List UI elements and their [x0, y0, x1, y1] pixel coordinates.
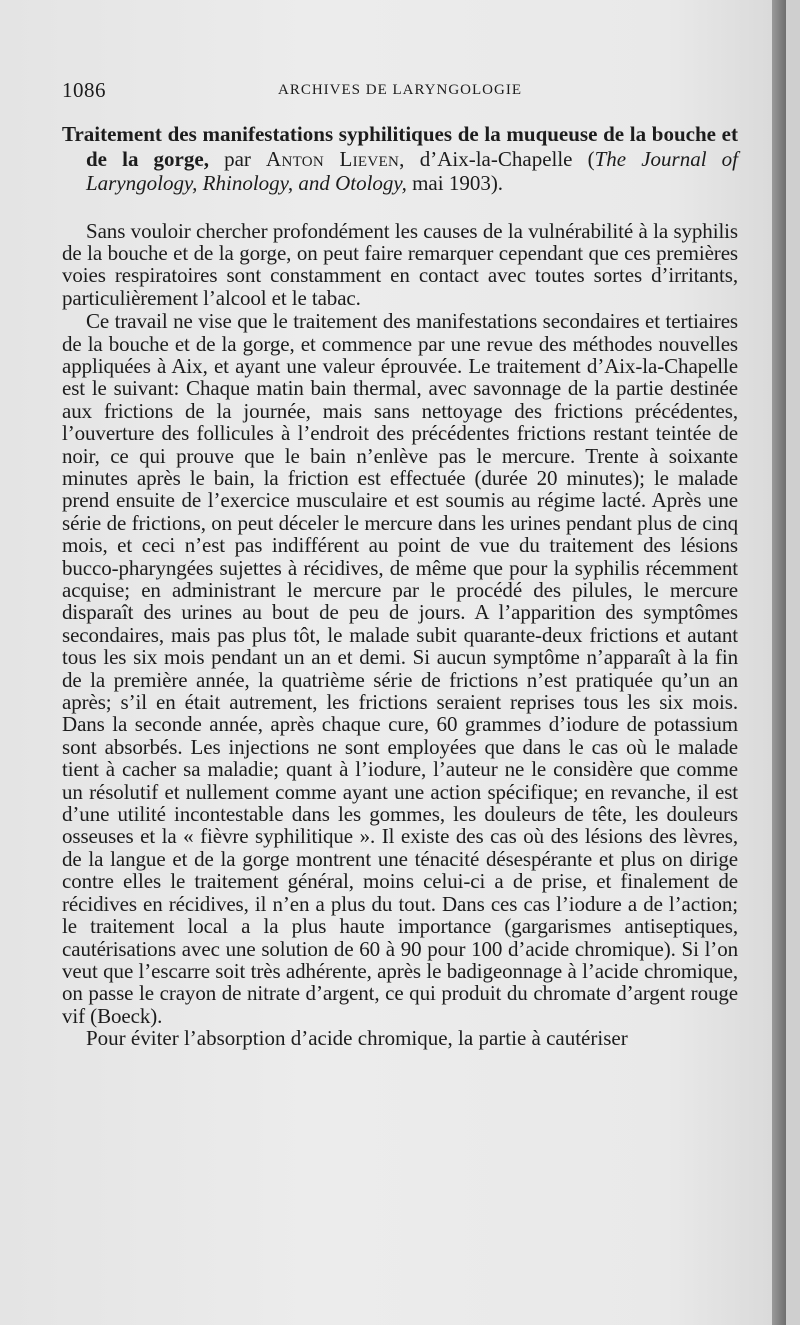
- page-edge-shadow: [772, 0, 786, 1325]
- body-paragraph-2: Ce travail ne vise que le traitement des manifestations secondaires et tertiaires de la bouche et de la gorge, et commence par une revue des méthodes nouvelles appliquées à Aix, et ayant une valeur éprouvée. Le traitement d’Aix-la-Chapelle est le suivant: Chaque matin bain thermal, avec savonnage de la partie destinée aux frictions de la journée, mais sans nettoyage des frictions précédentes, l’ouverture des follicules à l’endroit des précédentes frictions restant teintée de noir, ce qui prouve que le bain n’enlève pas le mercure. Trente à soixante minutes après le bain, la friction est effectuée (durée 20 minutes); le malade prend ensuite de l’exercice musculaire et est soumis au régime lacté. Après une série de frictions, on peut déceler le mercure dans les urines pendant plus de cinq mois, et ceci n’est pas indifférent au point de vue du traitement des lésions bucco-pharyngées sujettes à récidives, de même que pour la syphilis récemment acquise; en administrant le mercure par le procédé des pilules, le mercure disparaît des urines au bout de peu de jours. A l’apparition des symptômes secondaires, mais pas plus tôt, le malade subit quarante-deux frictions et autant tous les six mois pendant un an et demi. Si aucun symptôme n’apparaît à la fin de la première année, la quatrième série de frictions n’est pratiquée qu’un an après; s’il en était autrement, les frictions seraient reprises tous les six mois. Dans la seconde année, après chaque cure, 60 grammes d’iodure de potassium sont absorbés. Les injections ne sont employées que dans le cas où le malade tient à cacher sa maladie; quant à l’iodure, l’auteur ne le considère que comme un résolutif et nullement comme ayant une action spécifique; en revanche, il est d’une utilité incontestable dans les gommes, les douleurs de tête, les douleurs osseuses et la « fièvre syphilitique ». Il existe des cas où des lésions des lèvres, de la langue et de la gorge montrent une ténacité désespérante et plus on dirige contre elles le traitement général, moins celui-ci a de prise, et finalement de récidives en récidives, il n’en a plus du tout. Dans ces cas l’iodure a de l’action; le traitement local a la plus haute importance (gargarismes antiseptiques, cautérisations avec une solution de 60 à 90 pour 100 d’acide chromique). Si l’on veut que l’escarre soit très adhérente, après le badigeonnage à l’acide chromique, on passe le crayon de nitrate d’argent, ce qui produit du chromate d’argent rouge vif (Boeck).: [62, 309, 738, 1028]
- body-paragraph-1: Sans vouloir chercher profondément les causes de la vulnérabilité à la syphilis de la bouche et de la gorge, on peut faire remarquer cependant que ces premières voies respiratoires sont constamment en contact avec toutes sortes d’irritants, particulièrement l’alcool et le tabac.: [62, 218, 738, 310]
- article-title: Traitement des manifestations syphilitiques de la muqueuse de la bouche et de la gorge,: [62, 122, 738, 171]
- article-heading: [62, 122, 738, 196]
- journal-title: ARCHIVES DE LARYNGOLOGIE: [278, 82, 522, 98]
- article-author: Anton Lieven,: [266, 146, 405, 171]
- source-journal: The Journal of Laryngology, Rhinology, and Otology,: [86, 146, 738, 195]
- publication-date: mai 1903).: [412, 171, 504, 195]
- by-word: par: [224, 146, 251, 171]
- running-header: [62, 78, 738, 104]
- author-affiliation: d’Aix-la-Chapelle (: [419, 146, 595, 171]
- page-number: 1086: [62, 78, 106, 102]
- body-paragraph-3: Pour éviter l’absorption d’acide chromique, la partie à cautériser: [86, 1027, 628, 1050]
- article: [62, 122, 738, 1050]
